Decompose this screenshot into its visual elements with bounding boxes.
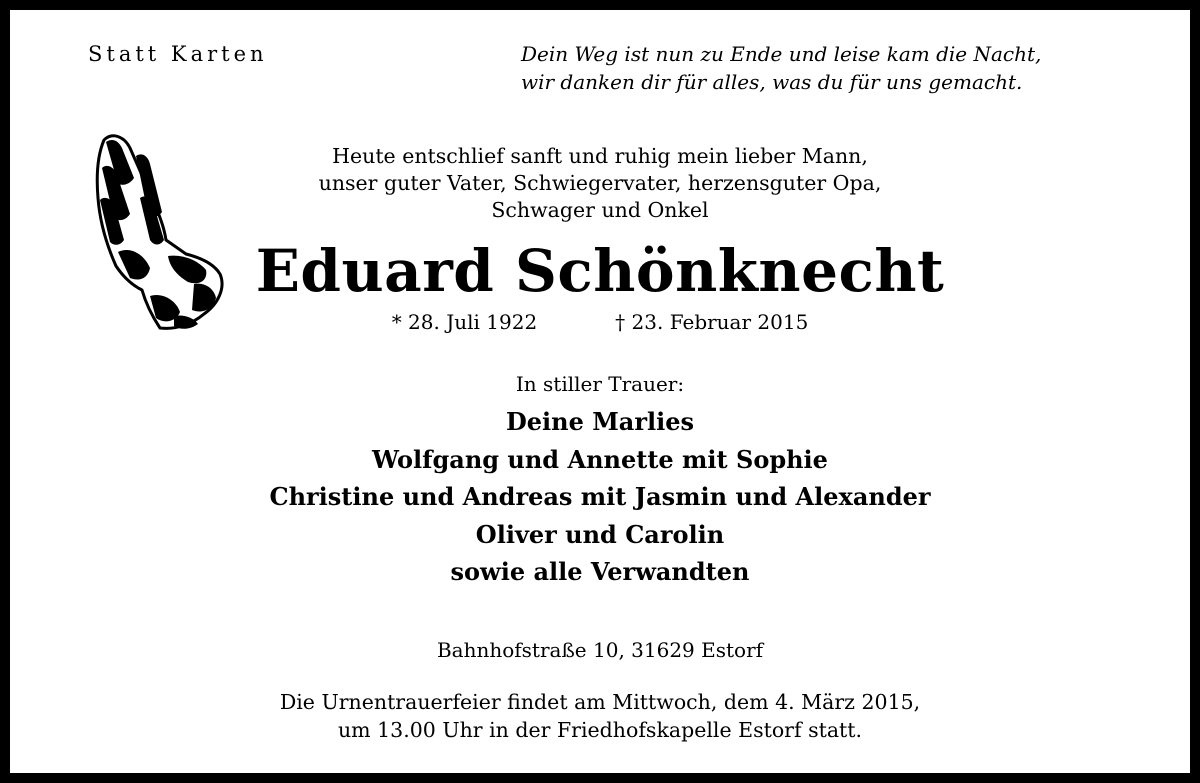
motto-line: Dein Weg ist nun zu Ende und leise kam die Nacht, [521,42,1042,66]
mourner-line: Oliver und Carolin [475,519,725,549]
service-line: um 13.00 Uhr in der Friedhofskapelle Estorf statt. [337,718,863,742]
service-info [0,688,1200,744]
service-line: Die Urnentrauerfeier findet am Mittwoch, dem 4. März 2015, [279,690,921,714]
mourner-line: Wolfgang und Annette mit Sophie [372,444,828,474]
mourning-label: In stiller Trauer: [515,372,685,396]
intro-line: Heute entschlief sanft und ruhig mein lieber Mann, [332,144,868,168]
mourner-line: sowie alle Verwandten [450,557,750,586]
motto-verse [521,40,1041,96]
mourner-line: Christine und Andreas mit Jasmin und Alexander [269,482,931,511]
birth-date: * 28. Juli 1922 [391,310,538,334]
address: Bahnhofstraße 10, 31629 Estorf [436,638,764,662]
death-date: † 23. Februar 2015 [615,310,809,334]
intro-line: Schwager und Onkel [491,198,709,222]
deceased-name: Eduard Schönknecht [255,237,945,305]
life-dates [0,310,1200,334]
motto-line: wir danken dir für alles, was du für uns gemacht. [521,70,1023,94]
mourner-line: Deine Marlies [505,407,695,436]
intro-text [0,143,1200,224]
statt-karten-label: Statt Karten [88,42,268,66]
intro-line: unser guter Vater, Schwiegervater, herzensguter Opa, [318,171,882,195]
mourners-list [0,403,1200,591]
